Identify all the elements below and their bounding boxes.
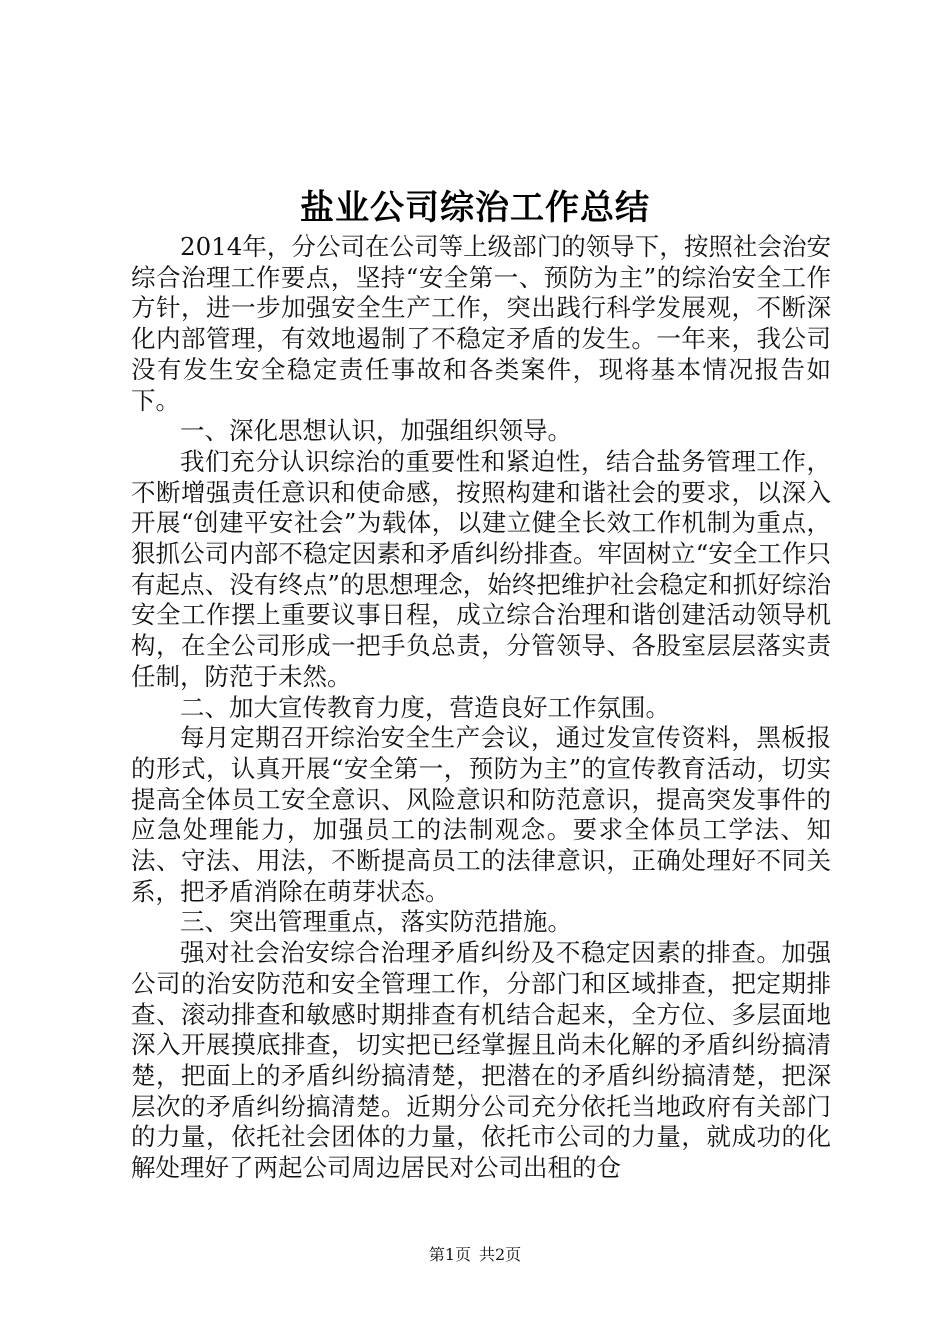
page-total: 共2页 [479, 1245, 522, 1264]
paragraph-section-3: 强对社会治安综合治理矛盾纠纷及不稳定因素的排查。加强公司的治安防范和安全管理工作，分部门和区域排查，把定期排查、滚动排查和敏感时期排查有机结合起来，全方位、多层面地深入开展摸底排查，切实把已经掌握且尚未化解的矛盾纠纷搞清楚，把面上的矛盾纠纷搞清楚，把潜在的矛盾纠纷搞清楚，把深层次的矛盾纠纷搞清楚。近期分公司充分依托当地政府有关部门的力量，依托社会团体的力量，依托市公司的力量，就成功的化解处理好了两起公司周边居民对公司出租的仓 [131, 938, 831, 1183]
page-footer [0, 1244, 950, 1266]
paragraph-intro: 2014年，分公司在公司等上级部门的领导下，按照社会治安综合治理工作要点，坚持“安全第一、预防为主”的综治安全工作方针，进一步加强安全生产工作，突出践行科学发展观，不断深化内部管理，有效地遏制了不稳定矛盾的发生。一年来，我公司没有发生安全稳定责任事故和各类案件，现将基本情况报告如下。 [131, 232, 831, 415]
section-heading-3: 三、突出管理重点，落实防范措施。 [180, 907, 572, 937]
paragraph-section-1: 我们充分认识综治的重要性和紧迫性，结合盐务管理工作，不断增强责任意识和使命感，按照构建和谐社会的要求，以深入开展“创建平安社会”为载体，以建立健全长效工作机制为重点，狠抓公司内部不稳定因素和矛盾纠纷排查。牢固树立“安全工作只有起点、没有终点”的思想理念，始终把维护社会稳定和抓好综治安全工作摆上重要议事日程，成立综合治理和谐创建活动领导机构，在全公司形成一把手负总责，分管领导、各股室层层落实责任制，防范于未然。 [131, 446, 831, 691]
document-title: 盐业公司综治工作总结 [300, 188, 650, 228]
section-heading-2: 二、加大宣传教育力度，营造良好工作氛围。 [180, 692, 670, 722]
page-number: 第1页 [428, 1245, 471, 1264]
section-heading-1: 一、深化思想认识，加强组织领导。 [180, 416, 572, 446]
document-body [131, 232, 831, 1184]
paragraph-section-2: 每月定期召开综治安全生产会议，通过发宣传资料，黑板报的形式，认真开展“安全第一，预防为主”的宣传教育活动，切实提高全体员工安全意识、风险意识和防范意识，提高突发事件的应急处理能力，加强员工的法制观念。要求全体员工学法、知法、守法、用法，不断提高员工的法律意识，正确处理好不同关系，把矛盾消除在萌芽状态。 [131, 723, 831, 906]
